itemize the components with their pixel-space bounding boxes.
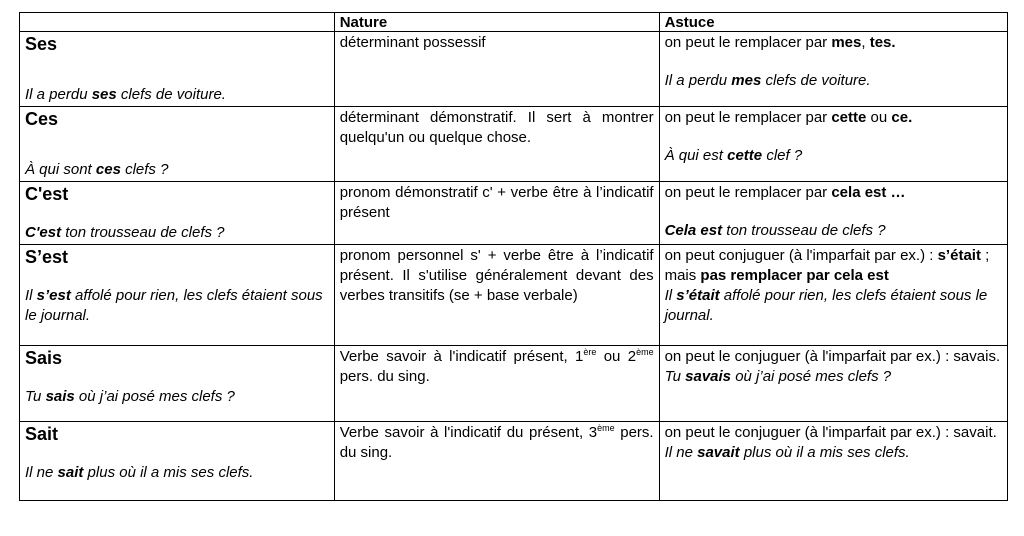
homophone-word: C'est: [25, 184, 69, 204]
text-run: ,: [861, 34, 870, 51]
text-run: Verbe savoir à l'indicatif présent, 1: [339, 348, 584, 365]
spacer: [25, 445, 329, 463]
tip-text: [665, 183, 1002, 203]
nature-cell: [334, 32, 659, 107]
text-run: clefs de voiture.: [116, 86, 226, 103]
nature-cell: [334, 422, 659, 501]
tip-cell: [659, 32, 1007, 107]
text-run: Il a perdu: [25, 86, 92, 103]
tip-example-sentence: [665, 71, 1002, 91]
nature-cell: [334, 182, 659, 245]
emphasis-text: Cela est: [664, 222, 723, 239]
text-run: on peut le remplacer par: [664, 34, 832, 51]
tip-text: [665, 347, 1002, 367]
text-run: clefs de voiture.: [761, 72, 871, 89]
spacer: [25, 55, 329, 85]
example-sentence: [25, 160, 329, 180]
emphasis-text: cela est …: [831, 184, 906, 201]
word-cell: [20, 346, 335, 422]
text-run: pers. du sing.: [339, 368, 430, 385]
tip-example-sentence: [665, 443, 1002, 463]
homophone-word: S’est: [25, 247, 69, 267]
table-row: [20, 422, 1008, 501]
text-run: Tu: [25, 388, 46, 405]
tip-example-sentence: [665, 221, 1002, 241]
word-cell: [20, 182, 335, 245]
text-run: Tu: [664, 368, 686, 385]
example-sentence: [25, 286, 329, 326]
word-cell: [20, 245, 335, 346]
emphasis-text: cette: [727, 147, 763, 164]
tip-cell: [659, 182, 1007, 245]
spacer: [25, 369, 329, 387]
spacer: [25, 205, 329, 223]
header-row: [20, 13, 1008, 32]
emphasis-text: ses: [91, 86, 117, 103]
emphasis-text: s’était: [676, 287, 720, 304]
tip-example-sentence: [665, 286, 1002, 326]
text-run: plus où il a mis ses clefs.: [739, 444, 910, 461]
word-cell: [20, 32, 335, 107]
homophone-word: Ses: [25, 34, 58, 54]
text-run: plus où il a mis ses clefs.: [83, 464, 254, 481]
nature-text: [340, 246, 654, 306]
example-sentence: [25, 387, 329, 407]
tip-cell: [659, 107, 1007, 182]
word-cell: [20, 422, 335, 501]
emphasis-text: savais: [685, 368, 732, 385]
text-run: Il ne: [664, 444, 698, 461]
header-cell-word: [20, 13, 335, 32]
text-run: ou 2: [596, 348, 637, 365]
text-run: clefs ?: [120, 161, 169, 178]
spacer: [665, 203, 1002, 221]
text-run: on peut conjuguer (à l'imparfait par ex.) :: [664, 247, 938, 264]
nature-text: [340, 347, 654, 387]
homophones-table: [19, 12, 1008, 501]
header-cell-nature: Nature: [334, 13, 659, 32]
emphasis-text: savait: [697, 444, 740, 461]
text-run: on peut le conjuguer (à l'imparfait par ex.) : savait.: [664, 424, 997, 441]
emphasis-text: mes: [831, 34, 862, 51]
nature-cell: [334, 245, 659, 346]
tip-text: [665, 423, 1002, 443]
text-run: ton trousseau de clefs ?: [61, 224, 225, 241]
spacer: [665, 128, 1002, 146]
spacer: [25, 130, 329, 160]
example-sentence: [25, 223, 329, 243]
example-sentence: [25, 85, 329, 105]
tip-example-sentence: [665, 146, 1002, 166]
text-run: ou: [866, 109, 892, 126]
emphasis-text: ce.: [891, 109, 913, 126]
text-run: Il a perdu: [664, 72, 732, 89]
text-run: pers. du sing.: [339, 424, 654, 461]
text-run: où j’ai posé mes clefs ?: [731, 368, 892, 385]
tip-text: [665, 108, 1002, 128]
table-row: [20, 346, 1008, 422]
text-run: ton trousseau de clefs ?: [722, 222, 886, 239]
homophone-word: Sais: [25, 348, 63, 368]
word-cell: [20, 107, 335, 182]
spacer: [25, 268, 329, 286]
text-run: affolé pour rien, les clefs étaient sous le journal.: [664, 287, 988, 324]
text-run: affolé pour rien, les clefs étaient sous le journal.: [25, 287, 323, 324]
text-run: on peut le remplacer par: [664, 109, 832, 126]
nature-text: [340, 183, 654, 223]
text-run: ; mais: [664, 247, 990, 284]
emphasis-text: sais: [45, 388, 75, 405]
table-row: [20, 245, 1008, 346]
header-cell-tip: Astuce: [659, 13, 1007, 32]
table-row: [20, 32, 1008, 107]
tip-text: [665, 33, 1002, 53]
tip-cell: [659, 245, 1007, 346]
nature-cell: [334, 107, 659, 182]
emphasis-text: s’était: [937, 247, 981, 264]
text-run: Il: [25, 287, 37, 304]
text-run: pronom démonstratif c' + verbe être à l’indicatif présent: [339, 184, 654, 221]
emphasis-text: tes.: [869, 34, 896, 51]
text-run: déterminant possessif: [339, 34, 486, 51]
text-run: clef ?: [762, 147, 803, 164]
emphasis-text: ces: [95, 161, 121, 178]
tip-cell: [659, 346, 1007, 422]
text-run: déterminant démonstratif. Il sert à montrer quelqu'un ou quelque chose.: [339, 109, 654, 146]
nature-text: [340, 33, 654, 53]
nature-text: [340, 423, 654, 463]
superscript-text: ème: [597, 423, 615, 433]
table-row: [20, 107, 1008, 182]
table-body: [20, 13, 1008, 501]
text-run: À qui sont: [25, 161, 96, 178]
emphasis-text: mes: [731, 72, 762, 89]
spacer: [665, 53, 1002, 71]
text-run: pronom personnel s' + verbe être à l’indicatif présent. Il s'utilise généralement devant des verbes transitifs (se + base verbale): [339, 247, 654, 304]
text-run: Verbe savoir à l'indicatif du présent, 3: [339, 424, 598, 441]
table-row: [20, 182, 1008, 245]
nature-text: [340, 108, 654, 148]
homophone-word: Sait: [25, 424, 59, 444]
emphasis-text: C'est: [25, 224, 62, 241]
text-run: Il ne: [25, 464, 58, 481]
nature-cell: [334, 346, 659, 422]
text-run: on peut le conjuguer (à l'imparfait par ex.) : savais.: [664, 348, 1001, 365]
text-run: Il: [664, 287, 677, 304]
text-run: on peut le remplacer par: [664, 184, 832, 201]
emphasis-text: cette: [831, 109, 867, 126]
emphasis-text: s’est: [36, 287, 71, 304]
example-sentence: [25, 463, 329, 483]
text-run: À qui est: [664, 147, 728, 164]
emphasis-text: sait: [57, 464, 84, 481]
superscript-text: ème: [636, 347, 654, 357]
homophone-word: Ces: [25, 109, 59, 129]
tip-text: [665, 246, 1002, 286]
tip-cell: [659, 422, 1007, 501]
emphasis-text: pas remplacer par cela est: [700, 267, 889, 284]
tip-example-sentence: [665, 367, 1002, 387]
superscript-text: ère: [583, 347, 597, 357]
text-run: où j’ai posé mes clefs ?: [74, 388, 235, 405]
